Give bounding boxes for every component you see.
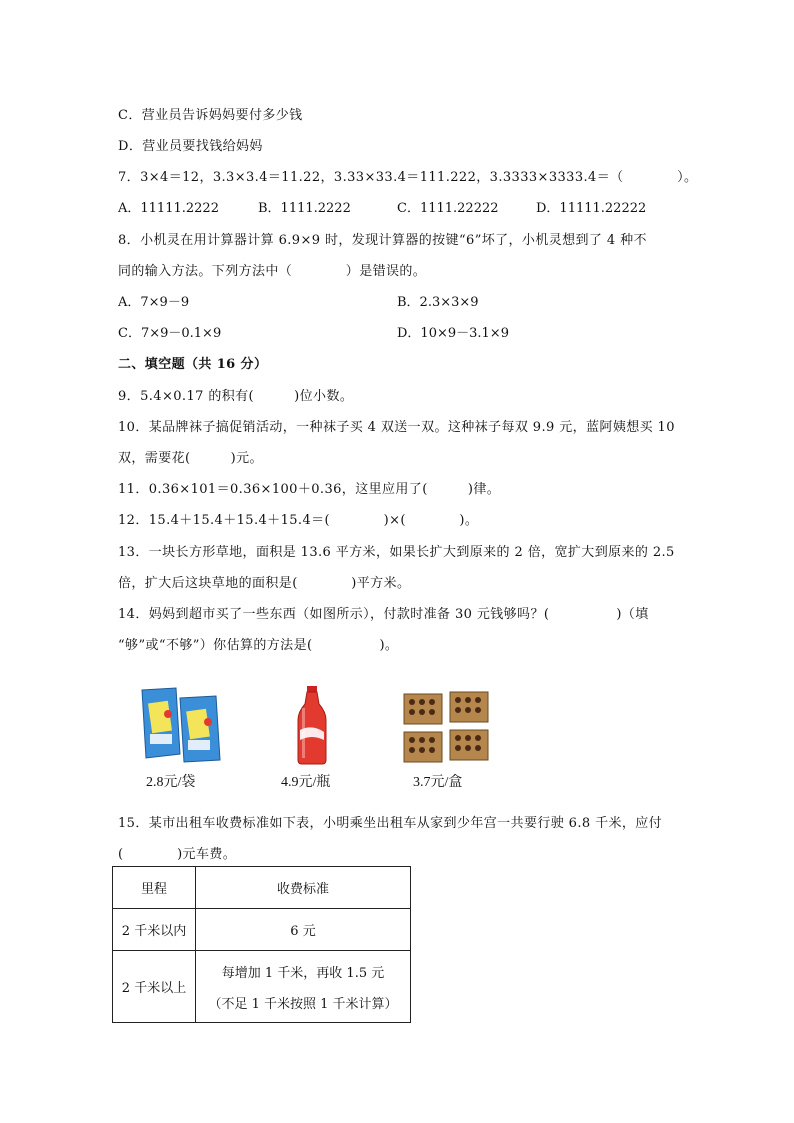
chocolate-boxes-image [402, 690, 494, 768]
q6-option-c: C．营业员告诉妈妈要付多少钱 [118, 108, 303, 123]
cola-bottle-image [292, 684, 332, 766]
cracker-bags-image [136, 684, 226, 764]
fee-rule-line2: （不足 1 千米按照 1 千米计算） [208, 996, 398, 1012]
q7-option-c: C．1111.22222 [397, 201, 499, 216]
item-price-bag: 2.8元/袋 [146, 775, 196, 790]
question-12: 12．15.4＋15.4＋15.4＋15.4＝( )×( )。 [118, 513, 479, 528]
table-cell-range: 2 千米以上 [113, 951, 196, 1023]
q8-option-c: C．7×9－0.1×9 [118, 326, 222, 341]
question-9: 9．5.4×0.17 的积有( )位小数。 [118, 389, 354, 404]
table-header-fee: 收费标准 [196, 867, 411, 909]
question-7: 7．3×4＝12，3.3×3.4＝11.22，3.33×33.4＝111.222，3.3333×3333.4＝（ ）。 [118, 170, 698, 185]
fee-table [112, 866, 411, 1023]
question-14-line2: “够”或“不够”）你估算的方法是( )。 [118, 638, 399, 653]
item-price-box: 3.7元/盒 [413, 775, 463, 790]
q8-option-a: A．7×9－9 [118, 295, 190, 310]
question-8-line1: 8．小机灵在用计算器计算 6.9×9 时，发现计算器的按键“6”坏了，小机灵想到了 4 种不 [118, 233, 647, 248]
q7-option-d: D．11111.22222 [536, 201, 647, 216]
table-cell-fee: 6 元 [196, 909, 411, 951]
question-11: 11．0.36×101＝0.36×100＋0.36，这里应用了( )律。 [118, 482, 501, 497]
question-13-line1: 13．一块长方形草地，面积是 13.6 平方米，如果长扩大到原来的 2 倍，宽扩大到原来的 2.5 [118, 545, 675, 560]
question-13-line2: 倍，扩大后这块草地的面积是( )平方米。 [118, 576, 411, 591]
item-price-bottle: 4.9元/瓶 [281, 775, 331, 790]
section-2-heading: 二、填空题（共 16 分） [118, 357, 268, 372]
table-cell-range: 2 千米以内 [113, 909, 196, 951]
table-cell-fee [196, 951, 411, 1023]
question-8-line2: 同的输入方法。下列方法中（ ）是错误的。 [118, 264, 427, 279]
q7-option-b: B．1111.2222 [258, 201, 351, 216]
table-header-range: 里程 [113, 867, 196, 909]
question-10-line1: 10．某品牌袜子搞促销活动，一种袜子买 4 双送一双。这种袜子每双 9.9 元，蓝阿姨想买 10 [118, 420, 675, 435]
question-10-line2: 双，需要花( )元。 [118, 451, 263, 466]
question-15-line1: 15．某市出租车收费标准如下表，小明乘坐出租车从家到少年宫一共要行驶 6.8 千米，应付 [118, 816, 663, 831]
q6-option-d: D．营业员要找钱给妈妈 [118, 139, 263, 154]
q8-option-d: D．10×9－3.1×9 [397, 326, 509, 341]
fee-rule-line1: 每增加 1 千米，再收 1.5 元 [221, 965, 385, 981]
question-15-line2: ( )元车费。 [118, 847, 237, 862]
q7-option-a: A．11111.2222 [118, 201, 219, 216]
q8-option-b: B．2.3×3×9 [397, 295, 479, 310]
question-14-line1: 14．妈妈到超市买了一些东西（如图所示），付款时准备 30 元钱够吗？( )（填 [118, 607, 649, 622]
